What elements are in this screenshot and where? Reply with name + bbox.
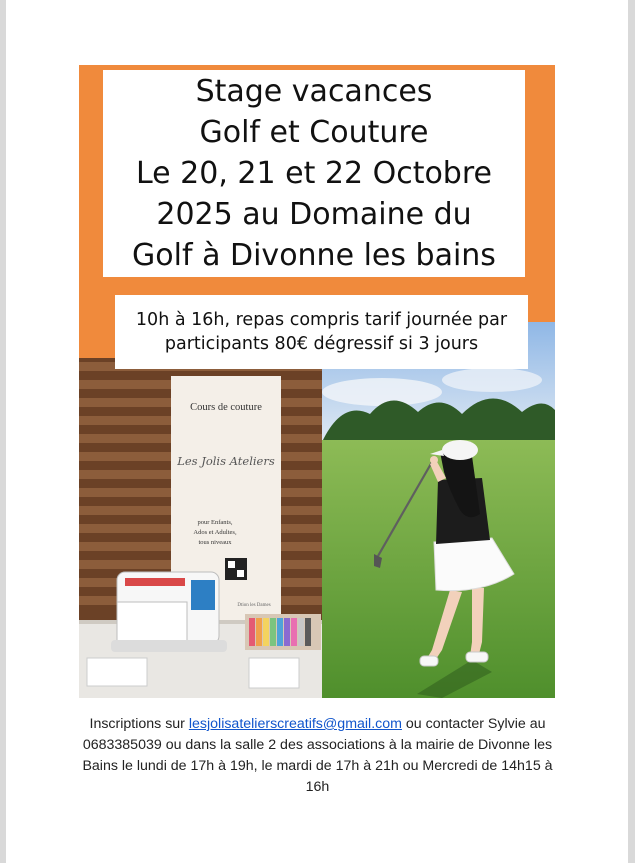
- banner-heading: Cours de couture: [190, 402, 262, 413]
- audience-line: Ados et Adultes,: [193, 529, 237, 536]
- banner-audience: [185, 518, 245, 548]
- price-line: participants 80€ dégressif si 3 jours: [164, 334, 479, 354]
- price-line: 10h à 16h, repas compris tarif journée par: [135, 310, 508, 330]
- email-link[interactable]: lesjolisatelierscreatifs@gmail.com: [188, 716, 402, 732]
- audience-line: pour Enfants,: [197, 519, 233, 526]
- banner-logo: Les Jolis Ateliers: [177, 454, 275, 468]
- title-line: 2025 au Domaine du: [156, 197, 472, 232]
- golf-photo: [322, 322, 555, 698]
- title-line: Golf à Divonne les bains: [132, 238, 496, 273]
- title-line: Golf et Couture: [199, 115, 429, 150]
- registration-text-start: Inscriptions sur: [89, 716, 189, 732]
- audience-line: tous niveaux: [198, 539, 232, 546]
- title-line: Stage vacances: [195, 74, 433, 109]
- registration-info: [70, 714, 565, 798]
- title-box: [103, 70, 525, 277]
- price-box: [115, 295, 528, 369]
- registration-text-end: ou contacter Sylvie au 0683385039 ou dans la salle 2 des associations à la mairie de Divonne les Bains le lundi de 17h à 19h, le mardi de 17h à 21h ou Mercredi de 14h15 à 16h: [82, 716, 553, 795]
- banner-footer-small: Dtion les Dames: [237, 603, 271, 608]
- sewing-photo: [79, 358, 322, 698]
- title-line: Le 20, 21 et 22 Octobre: [135, 156, 492, 191]
